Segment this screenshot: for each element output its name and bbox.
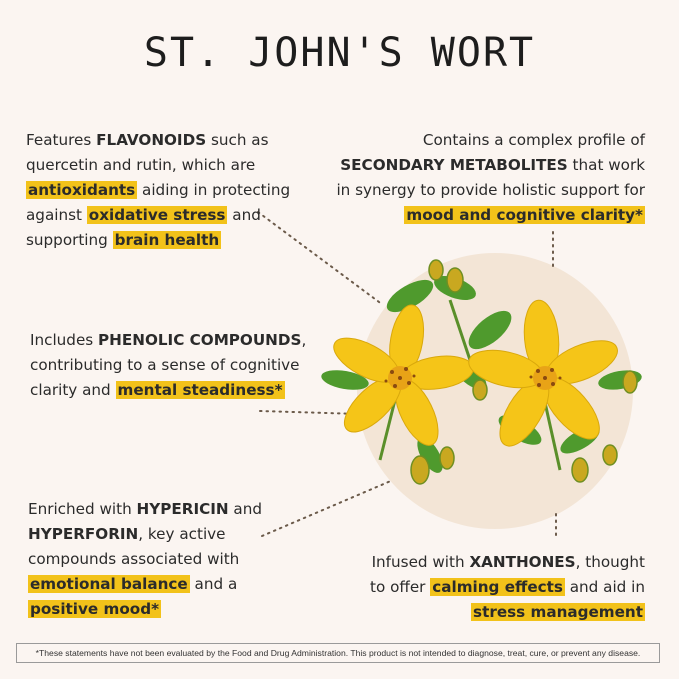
callout-highlight: calming effects: [432, 578, 563, 596]
callout-text: Infused with: [371, 553, 470, 571]
callout-text: Includes: [30, 331, 99, 349]
leader-line-phenolic: [260, 411, 360, 414]
callout-text: Features: [26, 131, 97, 149]
callout-keyword: HYPERICIN: [136, 500, 229, 518]
xanthones-callout: [365, 550, 645, 625]
callout-keyword: PHENOLIC COMPOUNDS: [98, 331, 302, 349]
callout-text: and: [228, 500, 263, 518]
phenolic-compounds-callout: [30, 328, 330, 403]
callout-text: , thought to offer: [370, 553, 645, 596]
callout-highlight: mental steadiness*: [117, 381, 283, 399]
callout-text: aiding in protecting against: [26, 181, 291, 224]
callout-highlight: positive mood*: [30, 600, 160, 618]
secondary-metabolites-callout: [335, 128, 645, 228]
callout-text: Enriched with: [28, 500, 137, 518]
callout-text: such as quercetin and rutin, which are: [26, 131, 269, 174]
flavonoids-callout: [26, 128, 316, 253]
callout-highlight: antioxidants: [28, 181, 136, 199]
callout-highlight: emotional balance: [30, 575, 188, 593]
page-title: ST. JOHN'S WORT: [143, 30, 536, 76]
callout-text: , contributing to a sense of cognitive clarity and: [30, 331, 307, 399]
callout-highlight: mood and cognitive clarity*: [406, 206, 643, 224]
callout-text: , key active compounds associated with: [28, 525, 240, 568]
callout-keyword: SECONDARY METABOLITES: [340, 156, 568, 174]
callout-highlight: brain health: [114, 231, 220, 249]
hypericin-callout: [28, 497, 288, 622]
callout-text: that work in synergy to provide holistic support for: [336, 156, 645, 199]
fda-disclaimer: *These statements have not been evaluated by the Food and Drug Administration. This product is not intended to diagnose, treat, cure, or prevent any disease.: [16, 643, 660, 663]
callout-keyword: XANTHONES: [469, 553, 576, 571]
callout-keyword: HYPERFORIN: [28, 525, 139, 543]
callout-keyword: FLAVONOIDS: [96, 131, 207, 149]
callout-highlight: oxidative stress: [88, 206, 226, 224]
callout-text: and a: [189, 575, 238, 593]
callout-text: and aid in: [564, 578, 645, 596]
callout-text: Contains a complex profile of: [422, 131, 645, 149]
callout-highlight: stress management: [473, 603, 643, 621]
callout-text: and supporting: [26, 206, 261, 249]
